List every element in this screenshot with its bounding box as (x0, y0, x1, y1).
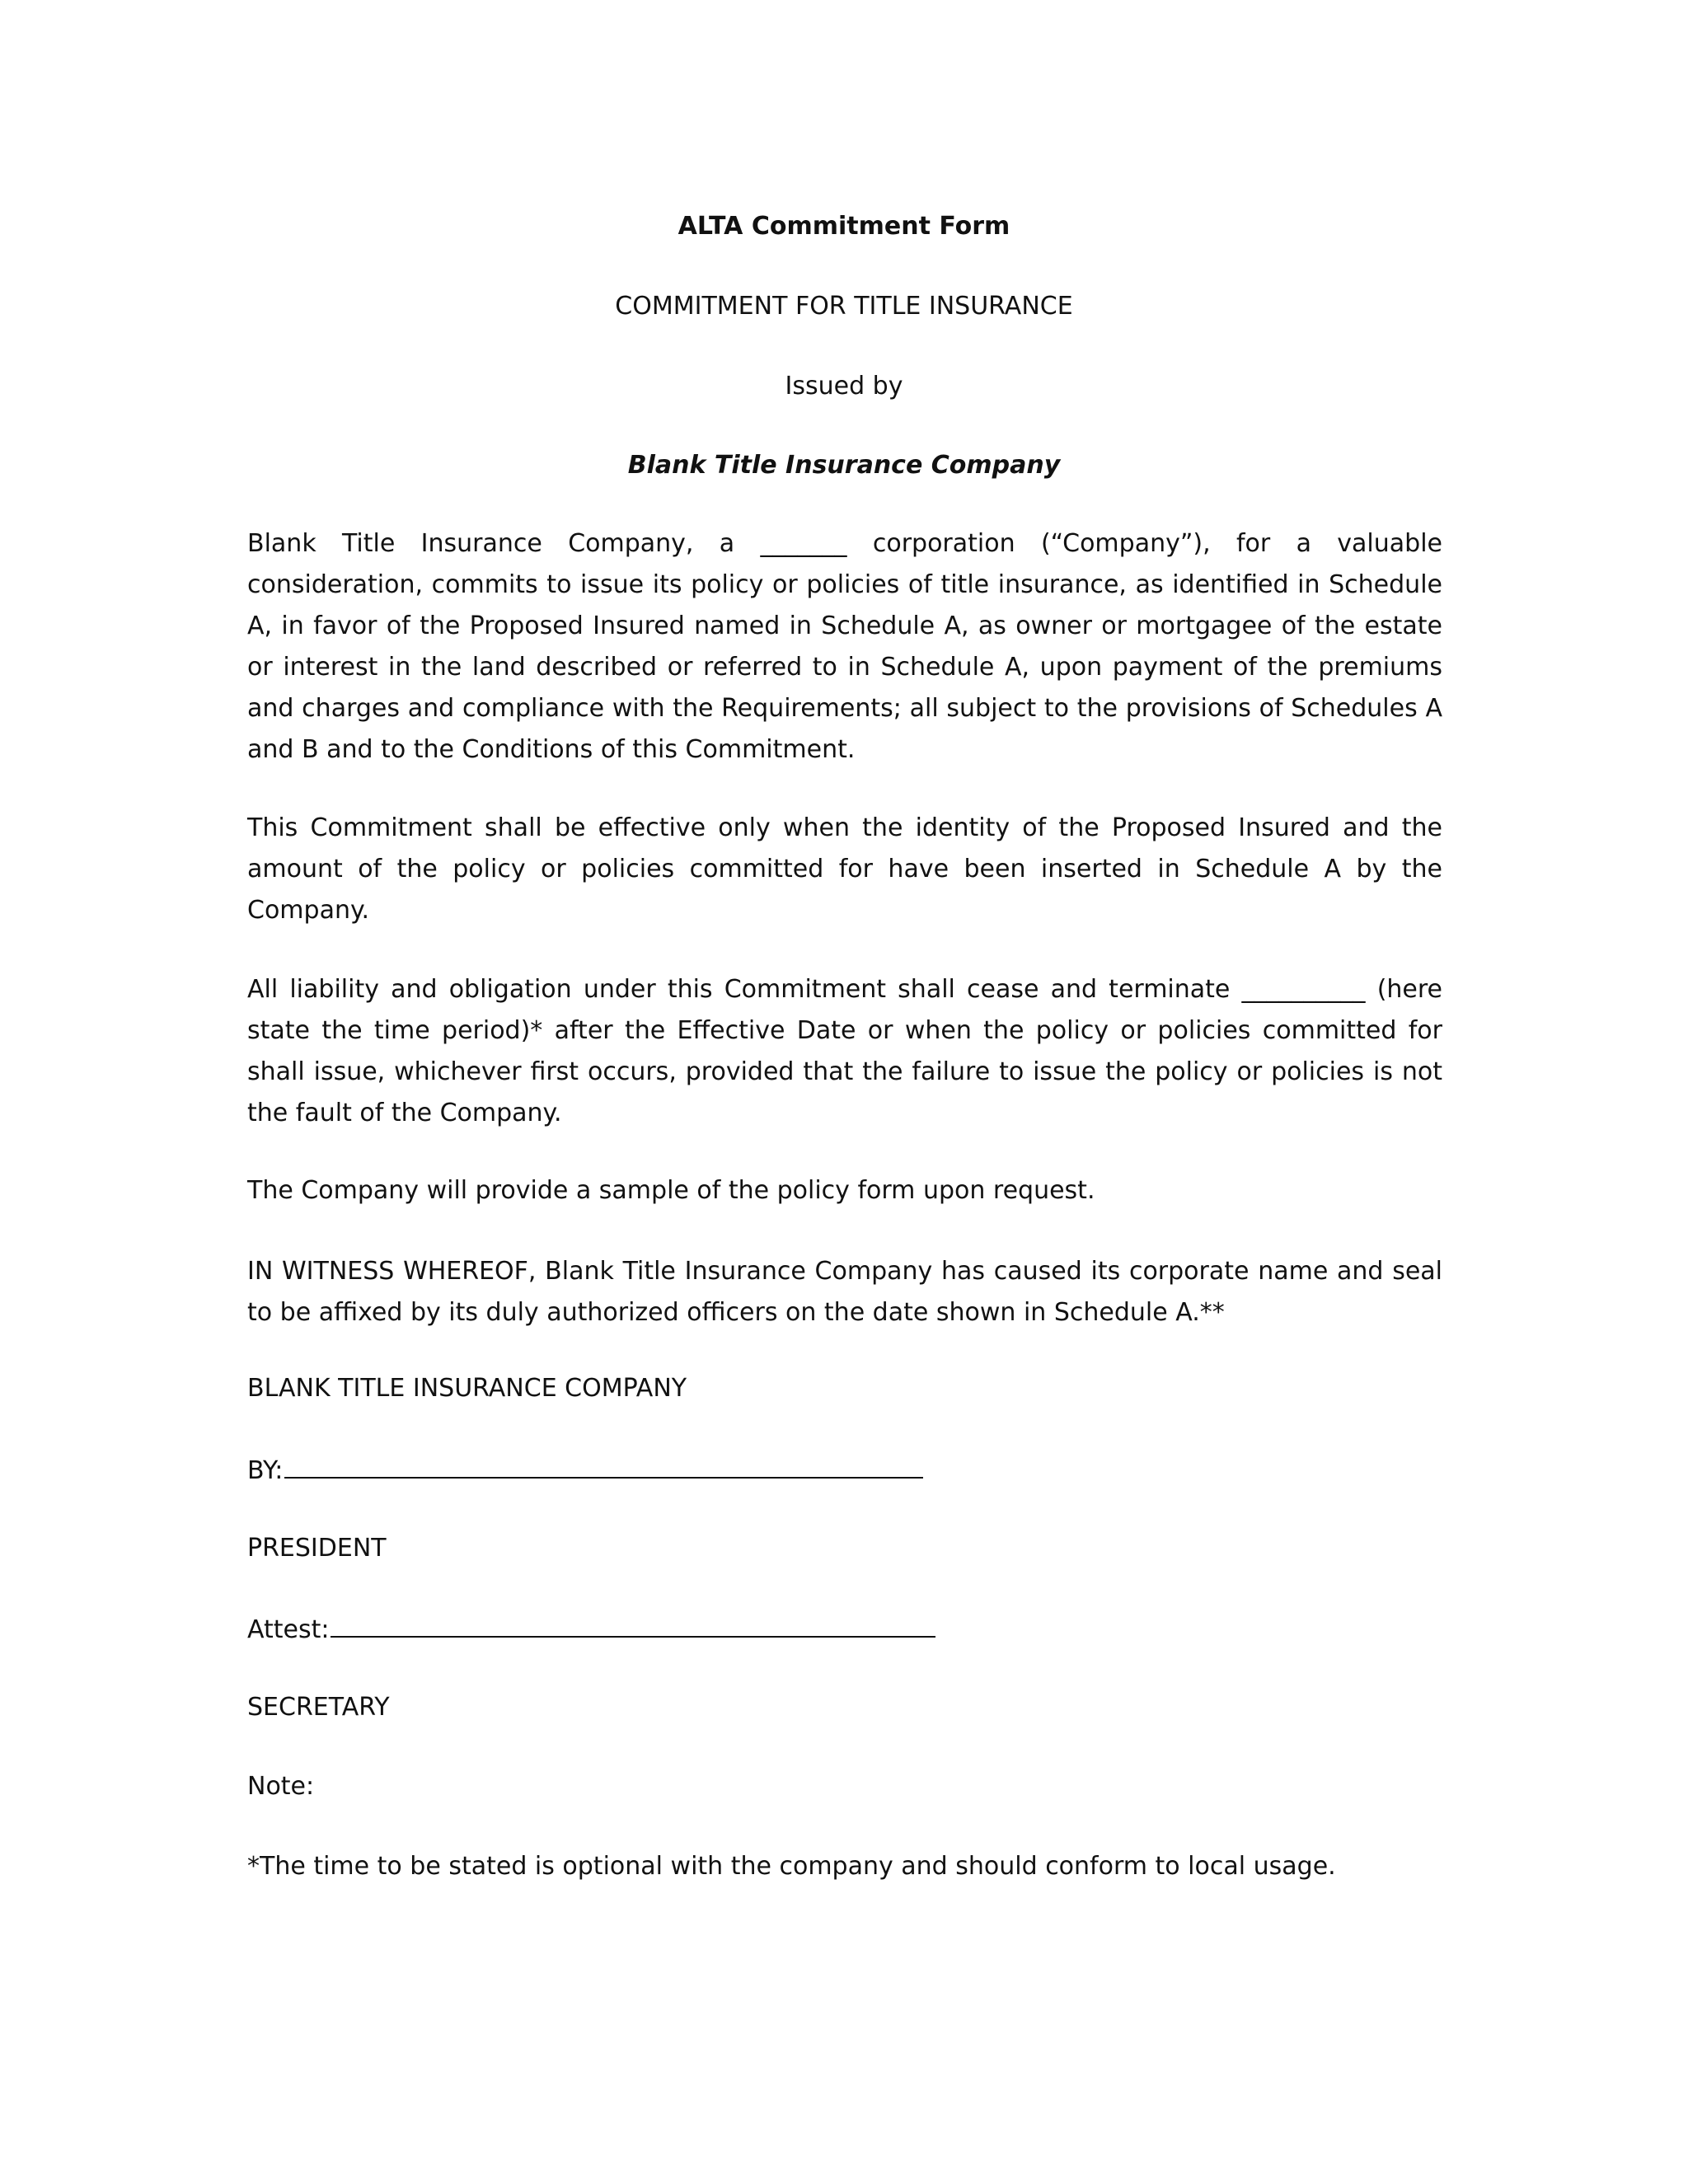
document-title: COMMITMENT FOR TITLE INSURANCE (615, 292, 1073, 321)
company-caps-line: BLANK TITLE INSURANCE COMPANY (247, 1374, 687, 1403)
issued-by: Issued by (785, 372, 903, 401)
company-name-heading: Blank Title Insurance Company (627, 451, 1061, 480)
secretary-label: SECRETARY (247, 1693, 390, 1722)
liability-paragraph: All liability and obligation under this Commitment shall cease and terminate __________ (here state the time period)* after the Effective Date or when the policy or policies committed for shall issue, whichever first occurs, provided that the failure to issue the policy or policies is not the fault of the Company. (247, 975, 1442, 1127)
footnote: *The time to be stated is optional with the company and should conform to local usage. (247, 1852, 1336, 1881)
sample-paragraph: The Company will provide a sample of the policy form upon request. (247, 1176, 1095, 1205)
form-title: ALTA Commitment Form (678, 212, 1010, 241)
by-label: BY: (247, 1456, 284, 1485)
commitment-paragraph: Blank Title Insurance Company, a _______ corporation (“Company”), for a valuable consideration, commits to issue its policy or policies of title insurance, as identified in Schedule A, in favor of the Proposed Insured named in Schedule A, as owner or mortgagee of the estate or interest in the land described or referred to in Schedule A, upon payment of the premiums and charges and compliance with the Requirements; all subject to the provisions of Schedules A and B and to the Conditions of this Commitment. (247, 529, 1442, 764)
note-label: Note: (247, 1772, 315, 1801)
effective-paragraph: This Commitment shall be effective only when the identity of the Proposed Insured and the amount of the policy or policies committed for have been inserted in Schedule A by the Company. (247, 813, 1442, 925)
president-label: PRESIDENT (247, 1534, 387, 1563)
by-signature-line (247, 1452, 923, 1488)
attest-label: Attest: (247, 1615, 330, 1644)
attest-signature-line (247, 1611, 935, 1647)
witness-paragraph: IN WITNESS WHEREOF, Blank Title Insurance Company has caused its corporate name and seal to be affixed by its duly authorized officers on the date shown in Schedule A.** (247, 1257, 1442, 1327)
by-signature-rule (284, 1452, 923, 1479)
attest-signature-rule (331, 1611, 935, 1638)
